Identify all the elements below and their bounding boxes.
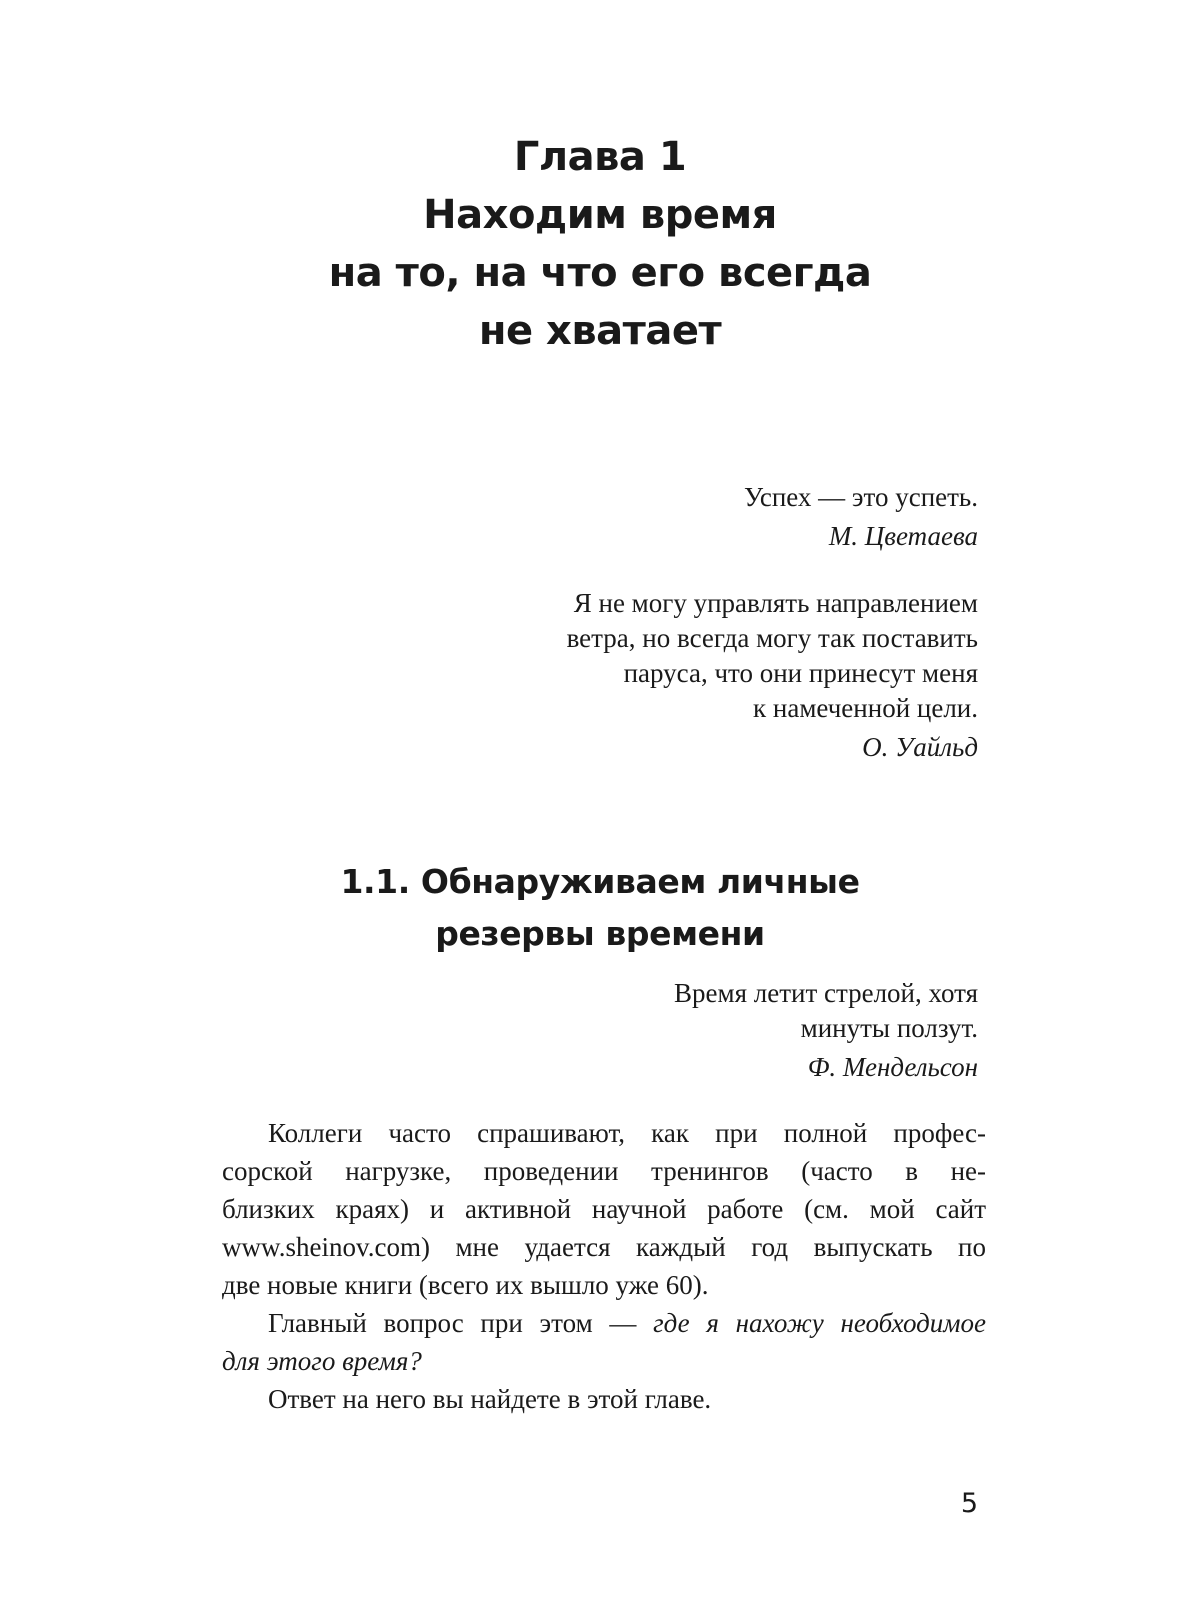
epigraph-text: паруса, что они принесут меня xyxy=(623,658,978,688)
epigraph-text: Я не могу управлять направлением xyxy=(573,588,978,618)
epigraph-mendelssohn xyxy=(674,976,978,1085)
chapter-title xyxy=(0,128,1200,360)
epigraph-author: Ф. Мендельсон xyxy=(807,1052,978,1082)
epigraph-author: М. Цветаева xyxy=(828,521,978,551)
epigraph-text: Успех — это успеть. xyxy=(744,482,978,512)
paragraph-line: сорской нагрузке, проведении тренингов (часто в не- xyxy=(222,1156,986,1186)
section-title-line: 1.1. Обнаруживаем личные xyxy=(340,862,860,901)
question-italic-text: для этого время? xyxy=(222,1346,422,1376)
epigraph-wilde xyxy=(567,586,978,765)
epigraph-text: минуты ползут. xyxy=(800,1013,978,1043)
chapter-title-line: не хватает xyxy=(478,308,722,354)
body-text xyxy=(222,1114,986,1418)
paragraph-line xyxy=(222,1342,986,1380)
paragraph-line: две новые книги (всего их вышло уже 60). xyxy=(222,1270,709,1300)
epigraph-text: Время летит стрелой, хотя xyxy=(673,978,978,1008)
epigraph-text: к намеченной цели. xyxy=(753,693,978,723)
question-lead-text: Главный вопрос при этом — xyxy=(268,1308,654,1338)
paragraph-line: Коллеги часто спрашивают, как при полной профес- xyxy=(268,1118,986,1148)
chapter-title-line: Находим время xyxy=(423,192,777,238)
section-title xyxy=(0,856,1200,960)
question-italic-text: где я нахожу необходимое xyxy=(653,1308,986,1338)
page-number: 5 xyxy=(960,1488,978,1519)
epigraph-text: ветра, но всегда могу так поставить xyxy=(566,623,978,653)
paragraph-line: близких краях) и активной научной работе (см. мой сайт xyxy=(222,1194,986,1224)
epigraph-author: О. Уайльд xyxy=(862,732,978,762)
paragraph-line: www.sheinov.com) мне удается каждый год выпускать по xyxy=(222,1232,986,1262)
epigraph-tsvetaeva xyxy=(744,480,978,554)
chapter-title-line: на то, на что его всегда xyxy=(328,250,872,296)
paragraph-line: Ответ на него вы найдете в этой главе. xyxy=(268,1384,712,1414)
chapter-title-line: Глава 1 xyxy=(513,134,687,180)
paragraph-line xyxy=(222,1304,986,1342)
section-title-line: резервы времени xyxy=(435,914,765,953)
